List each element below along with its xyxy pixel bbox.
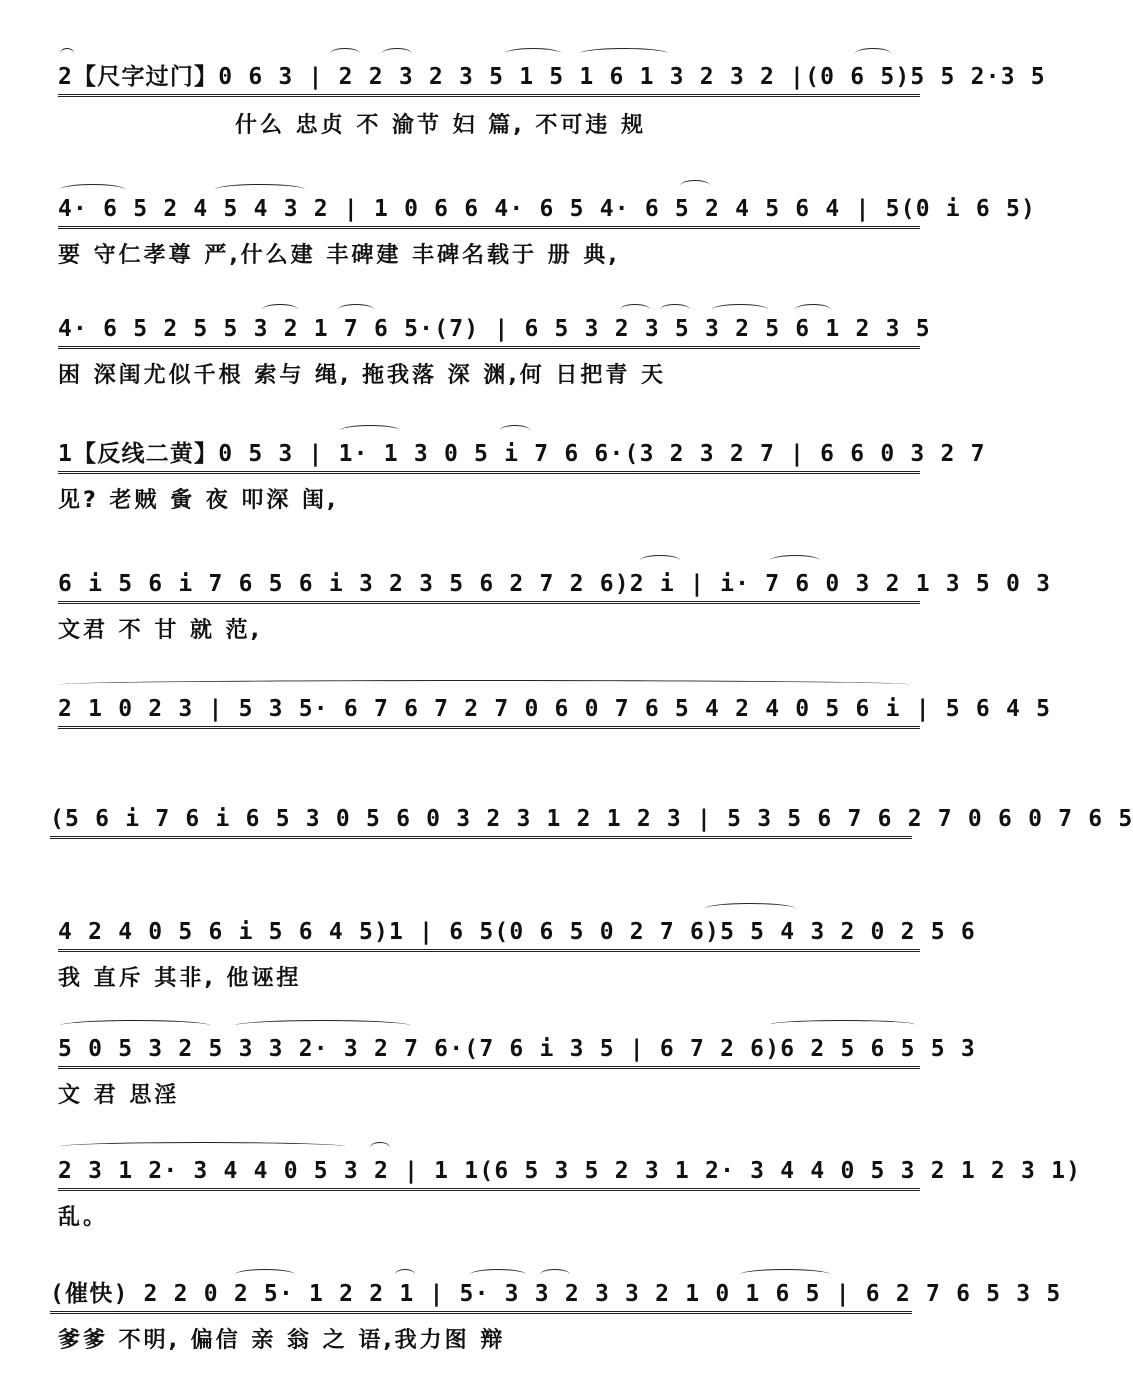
notation-line: 2【尺字过门】0 6 3 | 2 2 3 2 3 5 1 5 1 6 1 3 2 3 2 |(0 6 5)5 5 2·3 5 — [58, 62, 920, 97]
slur — [60, 680, 910, 689]
slur — [382, 48, 412, 59]
lyrics-line: 什么 忠贞 不 渝节 妇 篇, 不可违 规 — [235, 113, 646, 138]
lyrics-line: 见? 老贼 夤 夜 叩深 闺, — [58, 488, 339, 513]
lyrics-line: 乱。 — [58, 1205, 109, 1230]
slur — [705, 903, 795, 914]
slur — [580, 48, 668, 59]
notation-line: 2 3 1 2· 3 4 4 0 5 3 2 | 1 1(6 5 3 5 2 3 1 2· 3 4 4 0 5 3 2 1 2 3 1) — [58, 1156, 920, 1191]
slur — [770, 555, 820, 566]
notation-line: 1【反线二黄】0 5 3 | 1· 1 3 0 5 i 7 6 6·(3 2 3 2 7 | 6 6 0 3 2 7 — [58, 439, 920, 474]
notation-line: 4· 6 5 2 5 5 3 2 1 7 6 5·(7) | 6 5 3 2 3 5 3 2 5 6 1 2 3 5 — [58, 314, 920, 349]
slur — [370, 1142, 390, 1153]
slur — [680, 180, 710, 191]
lyrics-line: 文君 不 甘 就 范, — [58, 618, 262, 643]
notation-line: (5 6 i 7 6 i 6 5 3 0 5 6 0 3 2 3 1 2 1 2 3 | 5 3 5 6 7 6 2 7 0 6 0 7 6 5 — [50, 804, 912, 839]
lyrics-line: 我 直斥 其非, 他诬捏 — [58, 966, 302, 991]
slur — [855, 48, 891, 59]
notation-line: (催快) 2 2 0 2 5· 1 2 2 1 | 5· 3 3 2 3 3 2 1 0 1 6 5 | 6 2 7 6 5 3 5 — [50, 1279, 912, 1314]
notation-line: 5 0 5 3 2 5 3 3 2· 3 2 7 6·(7 6 i 3 5 | 6 7 2 6)6 2 5 6 5 5 3 — [58, 1034, 920, 1069]
slur — [330, 48, 360, 59]
slur — [60, 1020, 210, 1031]
lyrics-line: 要 守仁孝尊 严,什么建 丰碑建 丰碑名载于 册 典, — [58, 243, 620, 268]
slur — [505, 48, 561, 59]
slur — [60, 48, 74, 59]
lyrics-line: 困 深闺尤似千根 索与 绳, 拖我落 深 渊,何 日把青 天 — [58, 363, 666, 388]
slur — [235, 1020, 410, 1031]
lyrics-line: 爹爹 不明, 偏信 亲 翁 之 语,我力图 辩 — [58, 1328, 506, 1353]
notation-line: 2 1 0 2 3 | 5 3 5· 6 7 6 7 2 7 0 6 0 7 6 5 4 2 4 0 5 6 i | 5 6 4 5 — [58, 694, 920, 729]
slur — [500, 425, 530, 436]
notation-line: 4 2 4 0 5 6 i 5 6 4 5)1 | 6 5(0 6 5 0 2 7 6)5 5 4 3 2 0 2 5 6 — [58, 917, 920, 952]
slur — [60, 1142, 345, 1151]
slur — [640, 555, 680, 566]
lyrics-line: 文 君 思淫 — [58, 1083, 180, 1108]
slur — [770, 1020, 915, 1029]
notation-line: 6 i 5 6 i 7 6 5 6 i 3 2 3 5 6 2 7 2 6)2 i | i· 7 6 0 3 2 1 3 5 0 3 — [58, 569, 920, 604]
slur — [340, 425, 400, 436]
notation-line: 4· 6 5 2 4 5 4 3 2 | 1 0 6 6 4· 6 5 4· 6 5 2 4 5 6 4 | 5(0 i 6 5) — [58, 194, 920, 229]
